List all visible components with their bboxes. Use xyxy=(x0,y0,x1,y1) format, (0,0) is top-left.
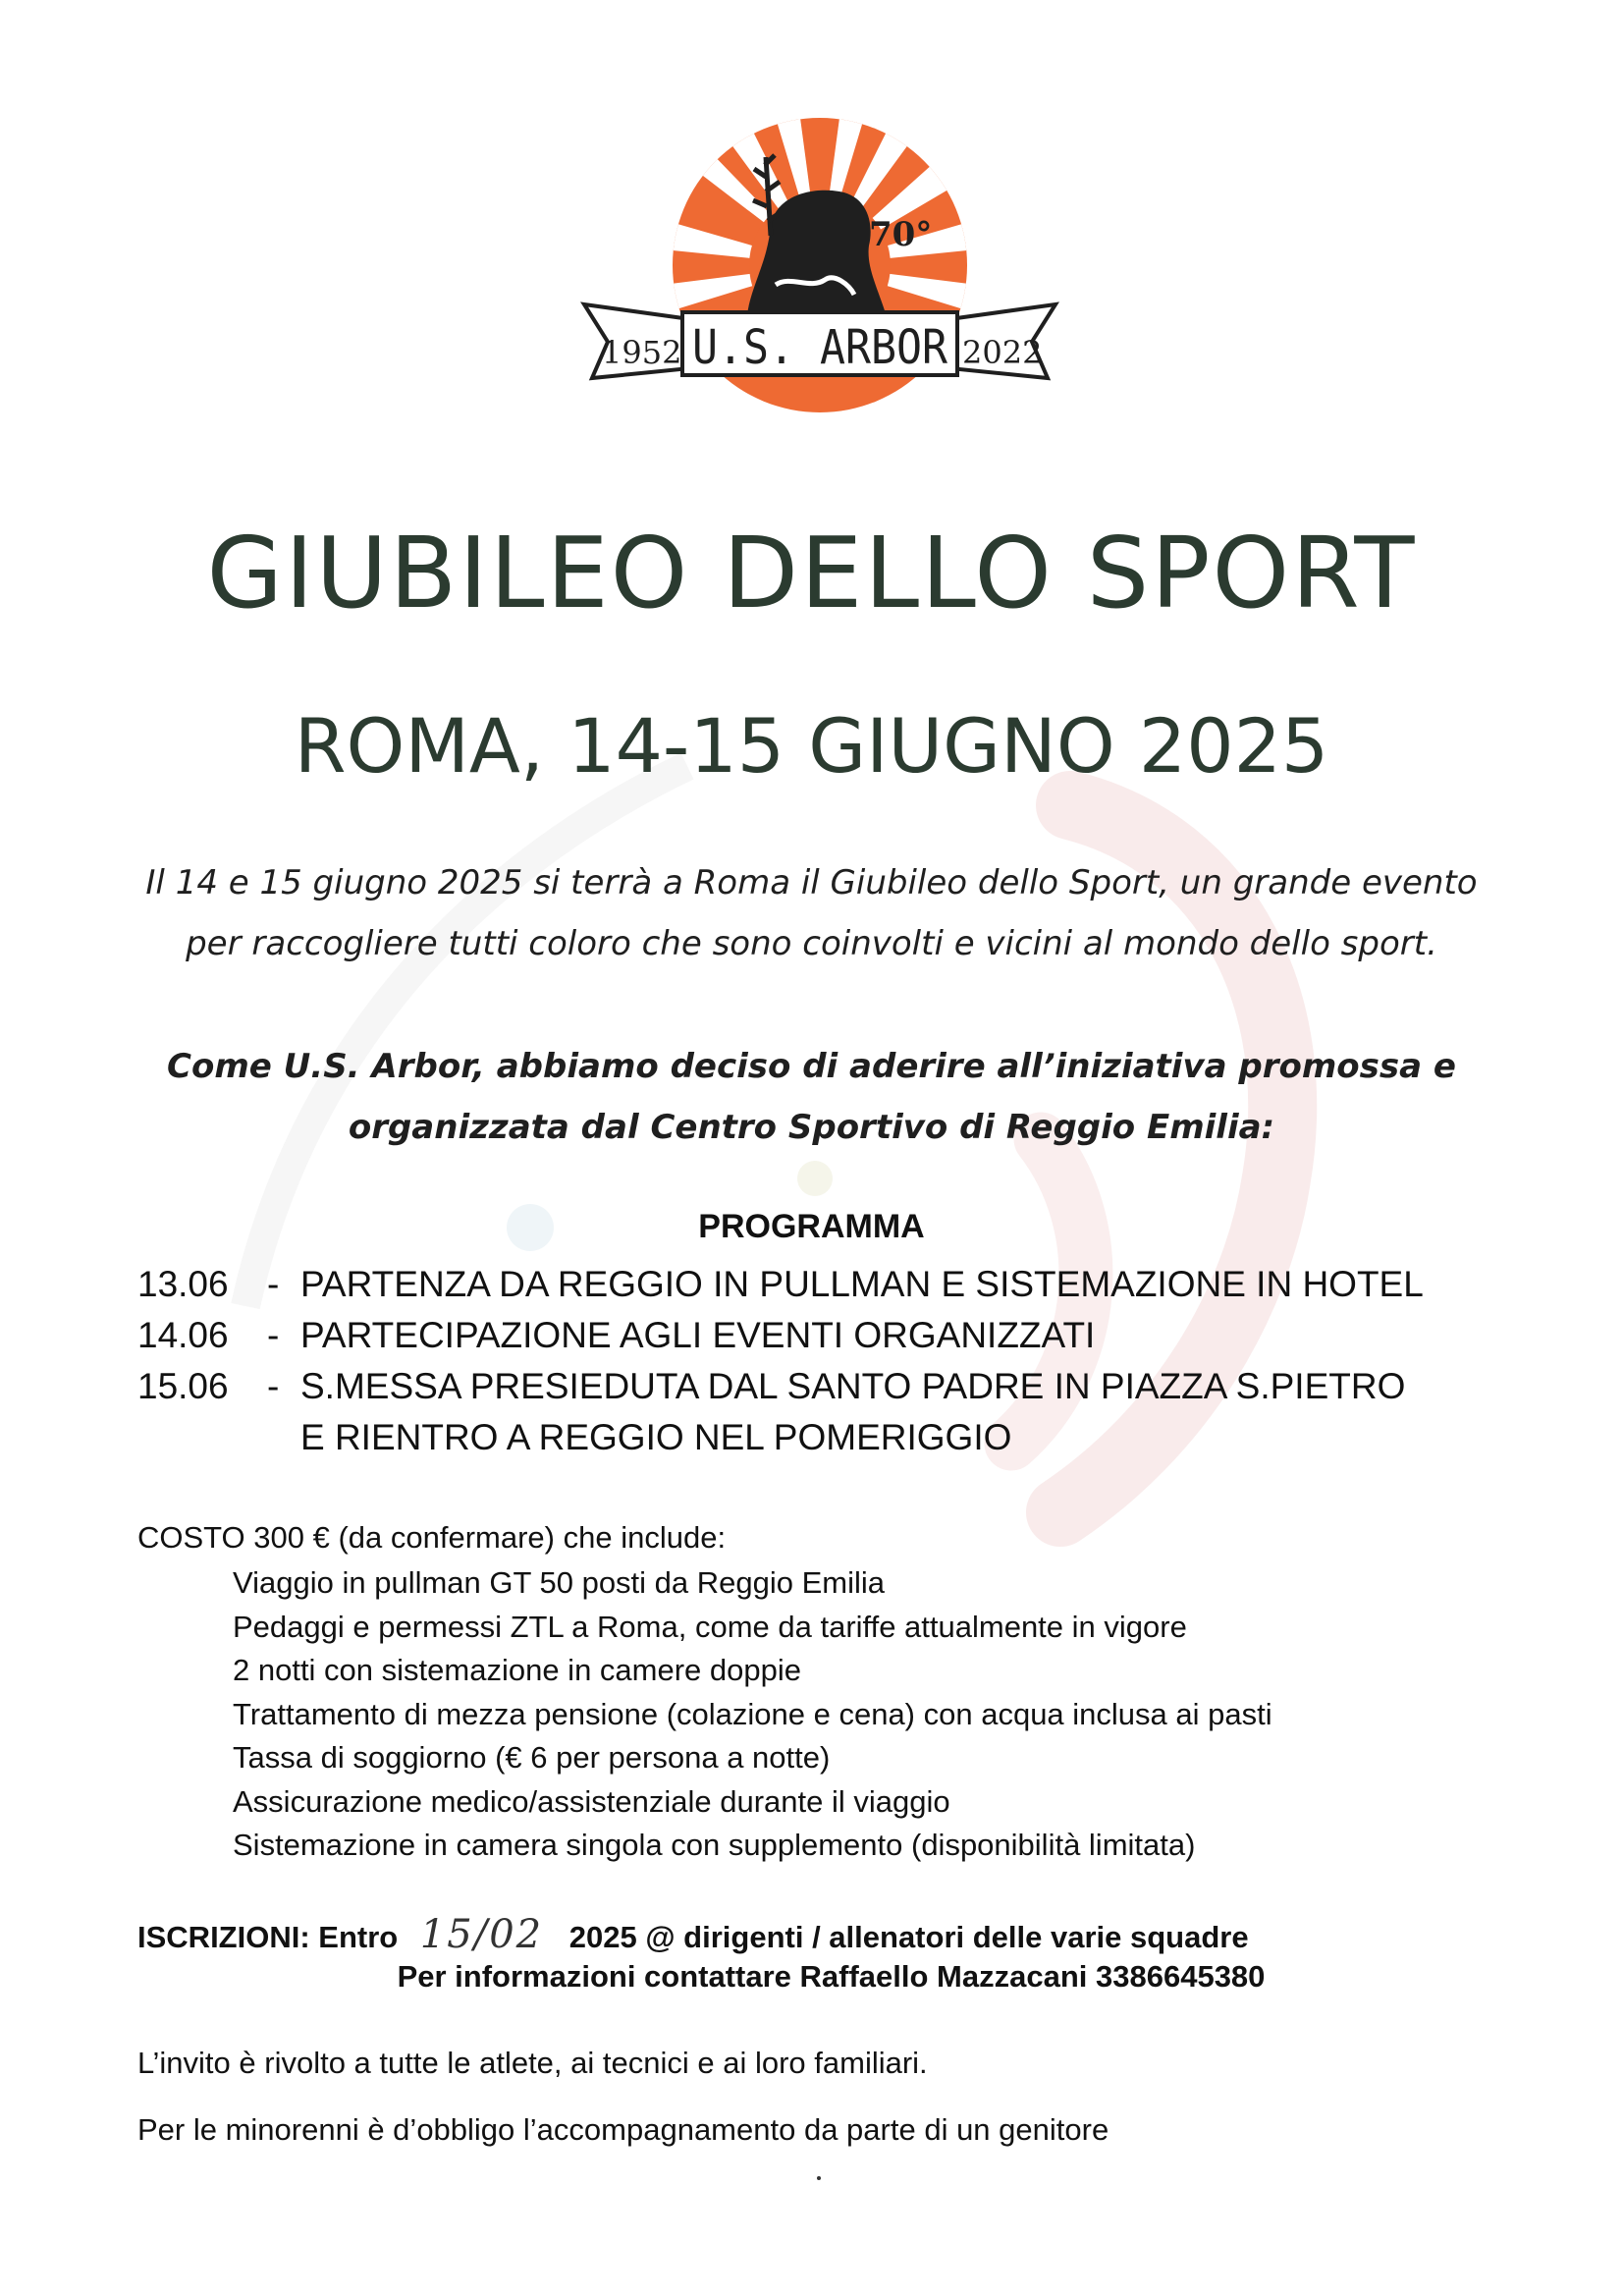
iscrizioni-entro: Entro xyxy=(318,1920,399,1954)
iscrizioni-label: ISCRIZIONI: xyxy=(137,1920,310,1954)
list-item: Sistemazione in camera singola con supplemento (disponibilità limitata) xyxy=(233,1828,1196,1862)
programma-text: PARTECIPAZIONE AGLI EVENTI ORGANIZZATI xyxy=(300,1315,1096,1355)
programma-date: 14.06 xyxy=(137,1315,229,1355)
programma-text: E RIENTRO A REGGIO NEL POMERIGGIO xyxy=(300,1417,1012,1457)
programma-separator: - xyxy=(267,1264,280,1304)
list-item: Trattamento di mezza pensione (colazione e cena) con acqua inclusa ai pasti xyxy=(233,1696,1272,1731)
intro-paragraph xyxy=(79,852,1544,974)
list-item: Pedaggi e permessi ZTL a Roma, come da tariffe attualmente in vigore xyxy=(233,1609,1187,1644)
adhesion-paragraph xyxy=(79,1036,1544,1158)
page-title: GIUBILEO DELLO SPORT xyxy=(206,516,1417,630)
intro-line: Come U.S. Arbor, abbiamo deciso di aderire all’iniziativa promossa e xyxy=(167,1047,1456,1086)
intro-line: per raccogliere tutti coloro che sono coinvolti e vicini al mondo dello sport. xyxy=(186,924,1437,963)
invito-note: L’invito è rivolto a tutte le atlete, ai tecnici e ai loro familiari. xyxy=(137,2046,928,2080)
programma-heading: PROGRAMMA xyxy=(698,1208,925,1245)
programma-date: 15.06 xyxy=(137,1366,229,1406)
programma-text: S.MESSA PRESIEDUTA DAL SANTO PADRE IN PIAZZA S.PIETRO xyxy=(300,1366,1406,1406)
programma-date: 13.06 xyxy=(137,1264,229,1304)
year-start: 1952 xyxy=(602,334,682,371)
list-item: 2 notti con sistemazione in camere doppie xyxy=(233,1653,801,1687)
handwritten-date: 15/02 xyxy=(419,1912,544,1957)
programma-separator: - xyxy=(267,1366,280,1406)
club-name: U.S. ARBOR xyxy=(692,320,948,375)
list-item: Viaggio in pullman GT 50 posti da Reggio Emilia xyxy=(233,1565,886,1600)
anniversary-label: 70° xyxy=(869,215,933,254)
minorenni-note: Per le minorenni è d’obbligo l’accompagnamento da parte di un genitore xyxy=(137,2112,1109,2147)
programma-separator: - xyxy=(267,1315,280,1355)
programma-continuation xyxy=(137,1412,1532,1463)
scan-dot xyxy=(817,2176,821,2180)
intro-line: organizzata dal Centro Sportivo di Reggio Emilia: xyxy=(348,1108,1275,1147)
event-subtitle: ROMA, 14-15 GIUGNO 2025 xyxy=(294,702,1329,790)
list-item: Assicurazione medico/assistenziale durante il viaggio xyxy=(233,1783,950,1819)
list-item: Tassa di soggiorno (€ 6 per persona a notte) xyxy=(233,1740,831,1775)
contact-info: Per informazioni contattare Raffaello Mazzacani 3386645380 xyxy=(397,1959,1266,1994)
programma-item xyxy=(137,1361,1532,1412)
programma-text: PARTENZA DA REGGIO IN PULLMAN E SISTEMAZIONE IN HOTEL xyxy=(300,1264,1424,1304)
year-end: 2022 xyxy=(962,334,1043,371)
us-arbor-logo xyxy=(574,118,1065,442)
intro-line: Il 14 e 15 giugno 2025 si terrà a Roma il Giubileo dello Sport, un grande evento xyxy=(145,863,1478,902)
iscrizioni-line xyxy=(137,1912,1249,1957)
costo-includes-list xyxy=(233,1561,1272,1868)
programma-list xyxy=(137,1259,1532,1463)
programma-item xyxy=(137,1310,1532,1361)
programma-item xyxy=(137,1259,1532,1310)
iscrizioni-rest: 2025 @ dirigenti / allenatori delle varie squadre xyxy=(568,1920,1249,1954)
costo-label: COSTO 300 € (da confermare) che include: xyxy=(137,1520,727,1555)
